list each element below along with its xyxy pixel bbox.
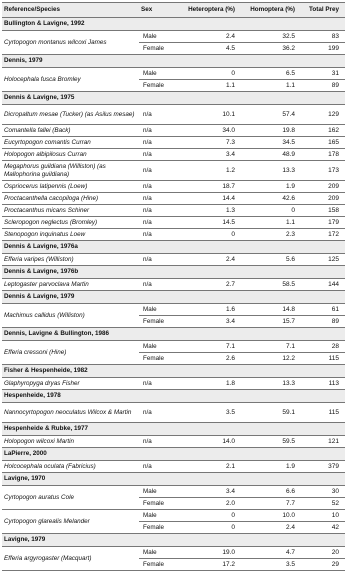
homoptera-value: 2.4 <box>241 522 301 534</box>
total-prey-value: 83 <box>301 31 345 43</box>
homoptera-value: 15.7 <box>241 316 301 328</box>
table-row <box>2 149 345 161</box>
table-row <box>2 68 345 80</box>
homoptera-value: 57.4 <box>241 105 301 125</box>
heteroptera-value: 1.3 <box>181 205 241 217</box>
reference-label: Hespenheide, 1978 <box>2 390 345 403</box>
heteroptera-value: 2.0 <box>181 498 241 510</box>
total-prey-value: 209 <box>301 193 345 205</box>
homoptera-value: 7.1 <box>241 341 301 353</box>
header-sex: Sex <box>139 3 181 18</box>
heteroptera-value: 1.6 <box>181 304 241 316</box>
heteroptera-value: 2.1 <box>181 461 241 473</box>
heteroptera-value: 2.4 <box>181 31 241 43</box>
homoptera-value: 13.3 <box>241 378 301 390</box>
total-prey-value: 20 <box>301 547 345 559</box>
table-row <box>2 125 345 137</box>
total-prey-value: 129 <box>301 105 345 125</box>
heteroptera-value: 2.6 <box>181 353 241 365</box>
heteroptera-value: 3.4 <box>181 149 241 161</box>
reference-row <box>2 328 345 341</box>
table-row <box>2 341 345 353</box>
table-row <box>2 31 345 43</box>
total-prey-value: 121 <box>301 436 345 448</box>
sex-value: Male <box>139 68 181 80</box>
total-prey-value: 199 <box>301 43 345 55</box>
total-prey-value: 61 <box>301 304 345 316</box>
heteroptera-value: 34.0 <box>181 125 241 137</box>
reference-label: Dennis & Lavigne, 1975 <box>2 92 345 105</box>
heteroptera-value: 0 <box>181 68 241 80</box>
prey-composition-table <box>2 2 345 571</box>
species-name: Holopogon wilcoxi Martin <box>2 436 139 448</box>
heteroptera-value: 7.3 <box>181 137 241 149</box>
table-row <box>2 510 345 522</box>
homoptera-value: 42.6 <box>241 193 301 205</box>
heteroptera-value: 3.5 <box>181 403 241 423</box>
species-name: Efferia cressoni (Hine) <box>2 341 139 365</box>
heteroptera-value: 1.2 <box>181 161 241 181</box>
table-row <box>2 217 345 229</box>
homoptera-value: 6.6 <box>241 486 301 498</box>
reference-row <box>2 390 345 403</box>
species-name: Glaphyropyga dryas Fisher <box>2 378 139 390</box>
total-prey-value: 30 <box>301 486 345 498</box>
header-heteroptera: Heteroptera (%) <box>181 3 241 18</box>
table-row <box>2 403 345 423</box>
heteroptera-value: 3.4 <box>181 316 241 328</box>
reference-label: Dennis, Lavigne & Bullington, 1986 <box>2 328 345 341</box>
species-name: Machimus callidus (Williston) <box>2 304 139 328</box>
homoptera-value: 1.1 <box>241 217 301 229</box>
total-prey-value: 29 <box>301 559 345 571</box>
heteroptera-value: 0 <box>181 229 241 241</box>
table-row <box>2 137 345 149</box>
total-prey-value: 178 <box>301 149 345 161</box>
total-prey-value: 173 <box>301 161 345 181</box>
sex-value: n/a <box>139 378 181 390</box>
reference-row <box>2 534 345 547</box>
species-name: Holcocephala oculata (Fabricius) <box>2 461 139 473</box>
reference-label: Fisher & Hespenheide, 1982 <box>2 365 345 378</box>
heteroptera-value: 14.0 <box>181 436 241 448</box>
table-row <box>2 105 345 125</box>
homoptera-value: 2.3 <box>241 229 301 241</box>
homoptera-value: 1.9 <box>241 461 301 473</box>
homoptera-value: 58.5 <box>241 279 301 291</box>
heteroptera-value: 14.4 <box>181 193 241 205</box>
reference-label: LaPierre, 2000 <box>2 448 345 461</box>
homoptera-value: 59.1 <box>241 403 301 423</box>
homoptera-value: 48.9 <box>241 149 301 161</box>
heteroptera-value: 4.5 <box>181 43 241 55</box>
species-name: Ospriocerus latipennis (Loew) <box>2 181 139 193</box>
table-row <box>2 436 345 448</box>
reference-label: Dennis & Lavigne, 1979 <box>2 291 345 304</box>
heteroptera-value: 10.1 <box>181 105 241 125</box>
reference-row <box>2 473 345 486</box>
homoptera-value: 0 <box>241 205 301 217</box>
species-name: Proctacanthus micans Schiner <box>2 205 139 217</box>
sex-value: Female <box>139 522 181 534</box>
table-row <box>2 193 345 205</box>
table-row <box>2 205 345 217</box>
species-name: Megaphorus guildiana (Williston) (as Mallophorina guildiana) <box>2 161 139 181</box>
species-name: Nannocyrtopogon neoculatus Wilcox & Martin <box>2 403 139 423</box>
reference-label: Dennis & Lavigne, 1976a <box>2 241 345 254</box>
reference-row <box>2 241 345 254</box>
species-name: Cyrtopogon auratus Cole <box>2 486 139 510</box>
sex-value: n/a <box>139 229 181 241</box>
table-row <box>2 547 345 559</box>
sex-value: Male <box>139 304 181 316</box>
homoptera-value: 36.2 <box>241 43 301 55</box>
table-row <box>2 461 345 473</box>
sex-value: n/a <box>139 161 181 181</box>
heteroptera-value: 1.1 <box>181 80 241 92</box>
sex-value: n/a <box>139 137 181 149</box>
homoptera-value: 34.5 <box>241 137 301 149</box>
sex-value: n/a <box>139 403 181 423</box>
sex-value: n/a <box>139 217 181 229</box>
species-name: Holocephala fusca Bromley <box>2 68 139 92</box>
sex-value: n/a <box>139 436 181 448</box>
table-row <box>2 161 345 181</box>
heteroptera-value: 18.7 <box>181 181 241 193</box>
header-row <box>2 3 345 18</box>
total-prey-value: 125 <box>301 254 345 266</box>
sex-value: n/a <box>139 279 181 291</box>
reference-row <box>2 55 345 68</box>
species-name: Comantella fallei (Back) <box>2 125 139 137</box>
heteroptera-value: 1.8 <box>181 378 241 390</box>
total-prey-value: 165 <box>301 137 345 149</box>
heteroptera-value: 7.1 <box>181 341 241 353</box>
sex-value: n/a <box>139 181 181 193</box>
sex-value: Female <box>139 43 181 55</box>
total-prey-value: 52 <box>301 498 345 510</box>
table-row <box>2 229 345 241</box>
sex-value: Male <box>139 486 181 498</box>
total-prey-value: 28 <box>301 341 345 353</box>
total-prey-value: 89 <box>301 80 345 92</box>
table-body <box>2 18 345 571</box>
homoptera-value: 6.5 <box>241 68 301 80</box>
total-prey-value: 10 <box>301 510 345 522</box>
sex-value: Female <box>139 316 181 328</box>
reference-row <box>2 365 345 378</box>
total-prey-value: 115 <box>301 353 345 365</box>
homoptera-value: 10.0 <box>241 510 301 522</box>
species-name: Cyrtopogon glarealis Melander <box>2 510 139 534</box>
homoptera-value: 7.7 <box>241 498 301 510</box>
table-row <box>2 304 345 316</box>
reference-label: Dennis & Lavigne, 1976b <box>2 266 345 279</box>
total-prey-value: 209 <box>301 181 345 193</box>
reference-label: Bullington & Lavigne, 1992 <box>2 18 345 31</box>
sex-value: Male <box>139 547 181 559</box>
species-name: Efferia argyrogaster (Macquart) <box>2 547 139 571</box>
reference-label: Lavigne, 1979 <box>2 534 345 547</box>
homoptera-value: 14.8 <box>241 304 301 316</box>
total-prey-value: 31 <box>301 68 345 80</box>
species-name: Dicropaltum mesae (Tucker) (as Asilus mesae) <box>2 105 139 125</box>
reference-row <box>2 448 345 461</box>
sex-value: n/a <box>139 193 181 205</box>
header-homoptera: Homoptera (%) <box>241 3 301 18</box>
species-name: Efferia varipes (Williston) <box>2 254 139 266</box>
reference-row <box>2 266 345 279</box>
total-prey-value: 162 <box>301 125 345 137</box>
heteroptera-value: 0 <box>181 510 241 522</box>
reference-label: Hespenheide & Rubke, 1977 <box>2 423 345 436</box>
species-name: Holopogon albipilosus Curran <box>2 149 139 161</box>
homoptera-value: 19.8 <box>241 125 301 137</box>
sex-value: Male <box>139 341 181 353</box>
table-row <box>2 181 345 193</box>
heteroptera-value: 19.0 <box>181 547 241 559</box>
sex-value: n/a <box>139 205 181 217</box>
sex-value: n/a <box>139 149 181 161</box>
total-prey-value: 42 <box>301 522 345 534</box>
species-name: Eucyrtopogon comantis Curran <box>2 137 139 149</box>
homoptera-value: 5.6 <box>241 254 301 266</box>
total-prey-value: 172 <box>301 229 345 241</box>
reference-row <box>2 291 345 304</box>
homoptera-value: 32.5 <box>241 31 301 43</box>
sex-value: n/a <box>139 105 181 125</box>
species-name: Proctacanthella cacopiloga (Hine) <box>2 193 139 205</box>
heteroptera-value: 0 <box>181 522 241 534</box>
total-prey-value: 144 <box>301 279 345 291</box>
species-name: Scleropogon neglectus (Bromley) <box>2 217 139 229</box>
homoptera-value: 4.7 <box>241 547 301 559</box>
homoptera-value: 12.2 <box>241 353 301 365</box>
sex-value: n/a <box>139 125 181 137</box>
reference-row <box>2 423 345 436</box>
total-prey-value: 115 <box>301 403 345 423</box>
homoptera-value: 3.5 <box>241 559 301 571</box>
sex-value: n/a <box>139 254 181 266</box>
heteroptera-value: 2.4 <box>181 254 241 266</box>
table-row <box>2 378 345 390</box>
sex-value: Male <box>139 31 181 43</box>
total-prey-value: 113 <box>301 378 345 390</box>
reference-row <box>2 18 345 31</box>
total-prey-value: 379 <box>301 461 345 473</box>
homoptera-value: 1.9 <box>241 181 301 193</box>
heteroptera-value: 17.2 <box>181 559 241 571</box>
heteroptera-value: 2.7 <box>181 279 241 291</box>
sex-value: Female <box>139 80 181 92</box>
header-total-prey: Total Prey <box>301 3 345 18</box>
total-prey-value: 89 <box>301 316 345 328</box>
reference-label: Dennis, 1979 <box>2 55 345 68</box>
heteroptera-value: 3.4 <box>181 486 241 498</box>
species-name: Leptogaster parvoclava Martin <box>2 279 139 291</box>
homoptera-value: 59.5 <box>241 436 301 448</box>
sex-value: Female <box>139 498 181 510</box>
heteroptera-value: 14.5 <box>181 217 241 229</box>
homoptera-value: 13.3 <box>241 161 301 181</box>
table-row <box>2 254 345 266</box>
reference-label: Lavigne, 1970 <box>2 473 345 486</box>
table-row <box>2 486 345 498</box>
species-name: Cyrtopogon montanus wilcoxi James <box>2 31 139 55</box>
homoptera-value: 1.1 <box>241 80 301 92</box>
sex-value: n/a <box>139 461 181 473</box>
sex-value: Male <box>139 510 181 522</box>
table-row <box>2 279 345 291</box>
sex-value: Female <box>139 353 181 365</box>
sex-value: Female <box>139 559 181 571</box>
header-species: Reference/Species <box>2 3 139 18</box>
total-prey-value: 179 <box>301 217 345 229</box>
reference-row <box>2 92 345 105</box>
total-prey-value: 158 <box>301 205 345 217</box>
species-name: Stenopogon inquinatus Loew <box>2 229 139 241</box>
